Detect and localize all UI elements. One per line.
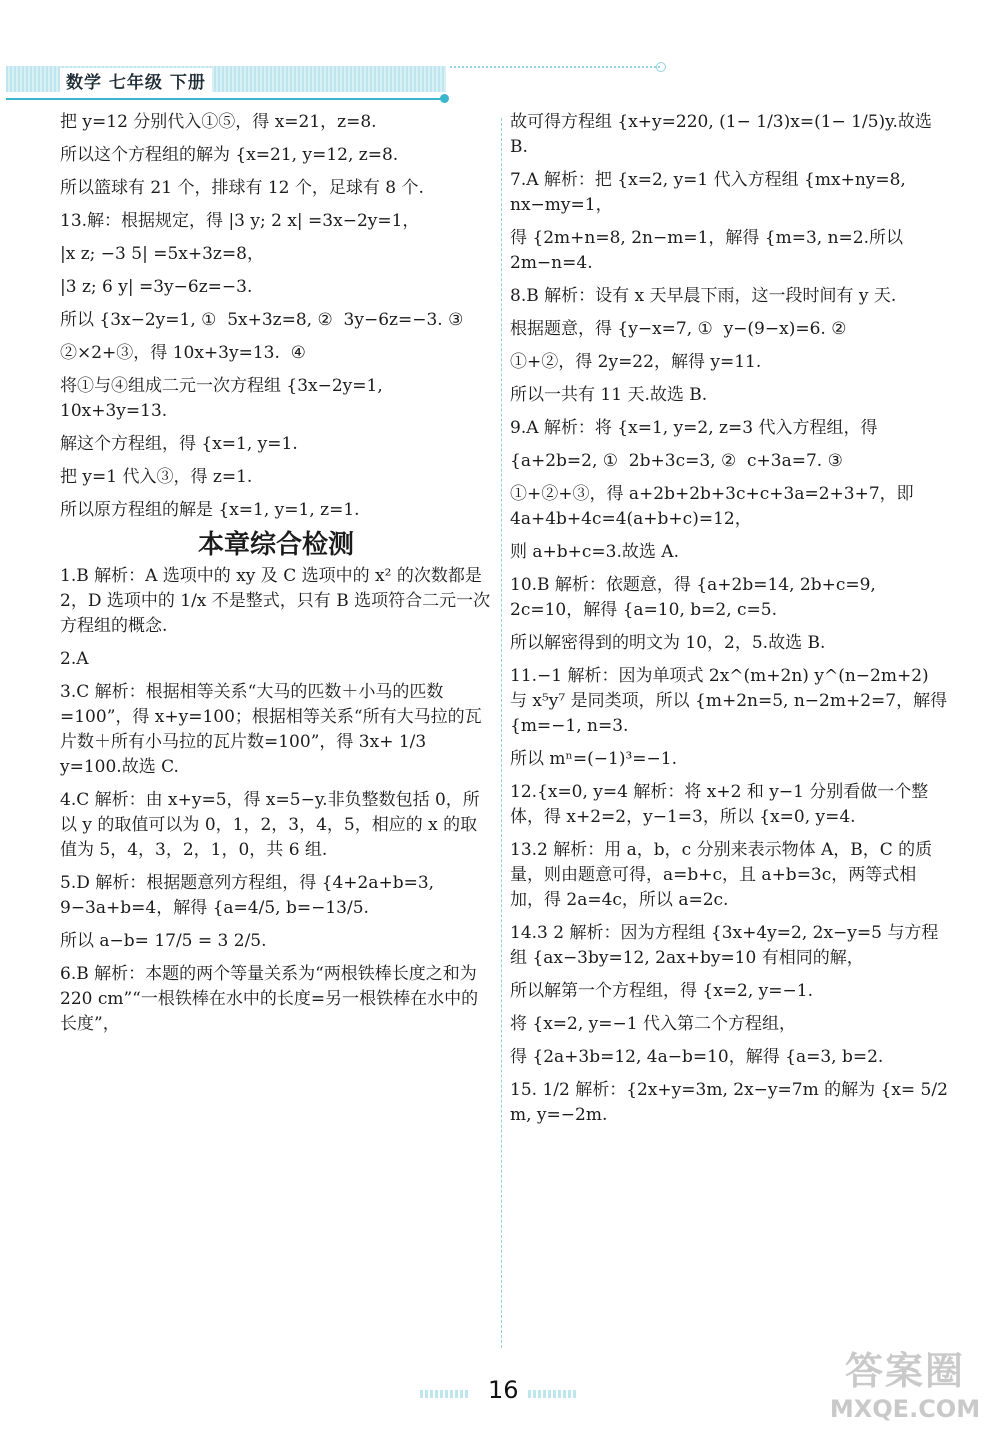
answer-line: 将①与④组成二元一次方程组 {3x−2y=1, 10x+3y=13. — [60, 376, 389, 421]
answer-item: 得 {2m+n=8, 2n−m=1，解得 {m=3, n=2.所以 2m−n=4. — [510, 228, 909, 273]
answer-item: 1.B 解析：A 选项中的 xy 及 C 选项中的 x² 的次数都是 2，D 选项中的 1/x 不是整式，只有 B 选项符合二元一次方程组的概念. — [60, 566, 491, 636]
footer-deco-right — [528, 1390, 578, 1398]
answer-item: 所以 a−b= 17/5 = 3 2/5. — [60, 931, 267, 951]
watermark-top: 答案圈 — [844, 1349, 965, 1393]
answer-item: ①+②，得 2y=22，解得 y=11. — [510, 352, 762, 372]
answer-item: 所以 mⁿ=(−1)³=−1. — [510, 749, 677, 769]
watermark-logo — [820, 1340, 990, 1440]
answer-item: 6.B 解析：本题的两个等量关系为“两根铁棒长度之和为 220 cm”“一根铁棒在水中的长度=另一根铁棒在水中的长度”， — [60, 964, 483, 1034]
right-column — [510, 110, 954, 1128]
answer-item: 9.A 解析：将 {x=1, y=2, z=3 代入方程组，得 — [510, 418, 878, 438]
footer-deco-left — [420, 1390, 470, 1398]
answer-line: |x z; −3 5| =5x+3z=8， — [60, 244, 264, 264]
header-end-dot — [656, 62, 666, 72]
answer-item: 13.2 解析：用 a，b，c 分别来表示物体 A，B，C 的质量，则由题意可得，a=b+c，且 a+b=3c，两等式相加，得 2a=4c，所以 a=2c. — [510, 840, 933, 910]
header-underline — [6, 98, 446, 100]
answer-item: 10.B 解析：依题意，得 {a+2b=14, 2b+c=9, 2c=10，解得 {a=10, b=2, c=5. — [510, 575, 882, 620]
answer-item: 所以一共有 11 天.故选 B. — [510, 385, 708, 405]
answer-item: 5.D 解析：根据题意列方程组，得 {4+2a+b=3, 9−3a+b=4，解得 {a=4/5, b=−13/5. — [60, 873, 440, 918]
answer-item: 8.B 解析：设有 x 天早晨下雨，这一段时间有 y 天. — [510, 286, 897, 306]
answer-line: |3 z; 6 y| =3y−6z=−3. — [60, 277, 253, 297]
answer-line: ②×2+③，得 10x+3y=13. ④ — [60, 343, 306, 363]
answer-line: 解这个方程组，得 {x=1, y=1. — [60, 434, 298, 454]
answer-item: 11.−1 解析：因为单项式 2x^(m+2n) y^(n−2m+2) 与 x⁵y⁷ 是同类项，所以 {m+2n=5, n−2m+2=7，解得 {m=−1, n=3. — [510, 666, 953, 736]
answer-item: 则 a+b+c=3.故选 A. — [510, 542, 679, 562]
answer-item: 7.A 解析：把 {x=2, y=1 代入方程组 {mx+ny=8, nx−my=1， — [510, 170, 912, 215]
answer-line: 所以篮球有 21 个，排球有 12 个，足球有 8 个. — [60, 178, 424, 198]
answer-line: 所以原方程组的解是 {x=1, y=1, z=1. — [60, 500, 360, 520]
answer-item: 故可得方程组 {x+y=220, (1− 1/3)x=(1− 1/5)y.故选 B. — [510, 112, 938, 157]
answer-item: 2.A — [60, 649, 89, 669]
answer-line: 把 y=12 分别代入①⑤，得 x=21，z=8. — [60, 112, 377, 132]
header-dot — [440, 94, 449, 103]
section-title: 本章综合检测 — [197, 530, 354, 560]
answer-item: 将 {x=2, y=−1 代入第二个方程组， — [510, 1014, 796, 1034]
answer-line: 所以 {3x−2y=1, ① 5x+3z=8, ② 3y−6z=−3. ③ — [60, 310, 464, 330]
left-column — [60, 110, 492, 1037]
answer-item: ①+②+③，得 a+2b+2b+3c+c+3a=2+3+7，即 4a+4b+4c=4(a+b+c)=12， — [510, 484, 920, 529]
answer-item: 所以解第一个方程组，得 {x=2, y=−1. — [510, 981, 813, 1001]
column-divider — [501, 118, 502, 1348]
answer-item: 14.3 2 解析：因为方程组 {3x+4y=2, 2x−y=5 与方程组 {ax−3by=12, 2ax+by=10 有相同的解， — [510, 923, 939, 968]
answer-item: 得 {2a+3b=12, 4a−b=10，解得 {a=3, b=2. — [510, 1047, 884, 1067]
answer-item: 4.C 解析：由 x+y=5，得 x=5−y.非负整数包括 0，所以 y 的取值可以为 0，1，2，3，4，5，相应的 x 的取值为 5，4，3，2，1，0，共 6 组. — [60, 790, 480, 860]
answer-item: 3.C 解析：根据相等关系“大马的匹数＋小马的匹数=100”，得 x+y=100；根据相等关系“所有大马拉的瓦片数＋所有小马拉的瓦片数=100”，得 3x+ 1/3 y=100.故选 C. — [60, 682, 482, 777]
answer-item: 所以解密得到的明文为 10，2，5.故选 B. — [510, 633, 826, 653]
watermark-bottom: MXQE.COM — [829, 1395, 981, 1423]
answer-item: 12.{x=0, y=4 解析：将 x+2 和 y−1 分别看做一个整体，得 x+2=2，y−1=3，所以 {x=0, y=4. — [510, 782, 929, 827]
answer-line: 所以这个方程组的解为 {x=21, y=12, z=8. — [60, 145, 399, 165]
answer-item: {a+2b=2, ① 2b+3c=3, ② c+3a=7. ③ — [510, 451, 843, 471]
answer-line: 13.解：根据规定，得 |3 y; 2 x| =3x−2y=1， — [60, 211, 420, 231]
page-header — [0, 58, 1000, 102]
header-title: 数学 七年级 下册 — [60, 68, 212, 93]
answer-item: 15. 1/2 解析：{2x+y=3m, 2x−y=7m 的解为 {x= 5/2 m, y=−2m. — [510, 1080, 954, 1125]
answer-line: 把 y=1 代入③，得 z=1. — [60, 467, 253, 487]
page-number: 16 — [488, 1376, 519, 1404]
answer-item: 根据题意，得 {y−x=7, ① y−(9−x)=6. ② — [510, 319, 847, 339]
header-dotted-line — [450, 66, 660, 68]
